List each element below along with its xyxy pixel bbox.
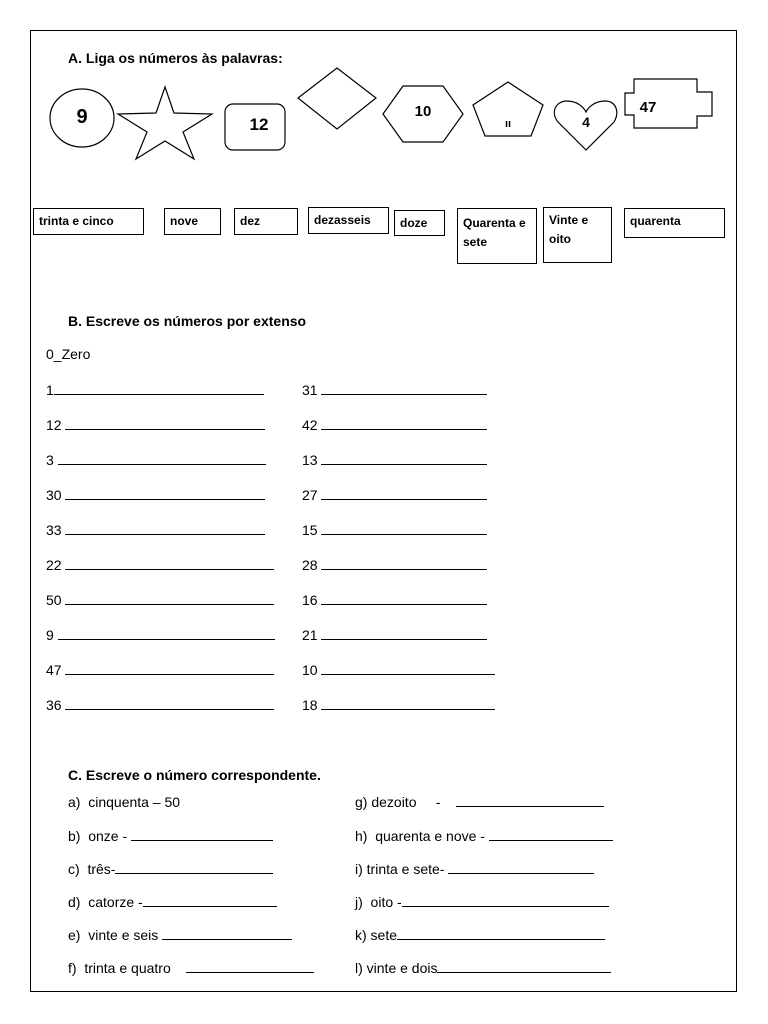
heart-label: 4 [582, 114, 590, 130]
exercise-item: d) catorze - [68, 893, 277, 911]
answer-row: 27 [302, 486, 487, 504]
word-box: Vinte e oito [543, 207, 612, 263]
star-shape [118, 87, 212, 159]
section-c-heading: C. Escreve o número correspondente. [68, 767, 321, 783]
answer-row: 36 [46, 696, 274, 714]
answer-row: 30 [46, 486, 265, 504]
exercise-item: k) sete [355, 926, 605, 944]
exercise-item: j) oito - [355, 893, 609, 911]
answer-row: 31 [302, 381, 487, 399]
word-box: dezasseis [308, 207, 389, 234]
answer-row: 9 [46, 626, 275, 644]
exercise-item: e) vinte e seis [68, 926, 292, 944]
answer-row: 13 [302, 451, 487, 469]
puzzle-piece-label: 47 [639, 99, 657, 116]
word-box: quarenta [624, 208, 725, 238]
exercise-item: c) três- [68, 860, 273, 878]
diamond-shape [298, 68, 376, 129]
circle-label: 9 [76, 106, 88, 128]
exercise-item: b) onze - [68, 827, 273, 845]
answer-row: 16 [302, 591, 487, 609]
word-box: doze [394, 210, 445, 236]
word-box: trinta e cinco [33, 208, 144, 235]
section-a-heading: A. Liga os números às palavras: [68, 50, 283, 66]
example-line: 0_Zero [46, 346, 91, 362]
exercise-item: i) trinta e sete- [355, 860, 594, 878]
exercise-item: h) quarenta e nove - [355, 827, 613, 845]
answer-row: 15 [302, 521, 487, 539]
answer-row: 3 [46, 451, 266, 469]
answer-row: 47 [46, 661, 274, 679]
pentagon-label: ıı [504, 118, 512, 130]
section-b-heading: B. Escreve os números por extenso [68, 313, 307, 329]
answer-row: 1 [46, 381, 264, 399]
answer-row: 10 [302, 661, 495, 679]
exercise-item: f) trinta e quatro [68, 959, 314, 977]
word-box: Quarenta e sete [457, 208, 537, 264]
answer-row: 18 [302, 696, 495, 714]
answer-row: 33 [46, 521, 265, 539]
exercise-item: l) vinte e dois [355, 959, 611, 977]
answer-row: 42 [302, 416, 487, 434]
word-box: nove [164, 208, 221, 235]
exercise-item: a) cinquenta – 50 [68, 794, 181, 810]
hexagon-label: 10 [414, 103, 432, 120]
exercise-item: g) dezoito - [355, 793, 604, 811]
answer-row: 50 [46, 591, 274, 609]
answer-row: 28 [302, 556, 487, 574]
answer-row: 12 [46, 416, 265, 434]
word-box: dez [234, 208, 298, 235]
rounded-square-label: 12 [249, 115, 269, 134]
answer-row: 21 [302, 626, 487, 644]
answer-row: 22 [46, 556, 274, 574]
